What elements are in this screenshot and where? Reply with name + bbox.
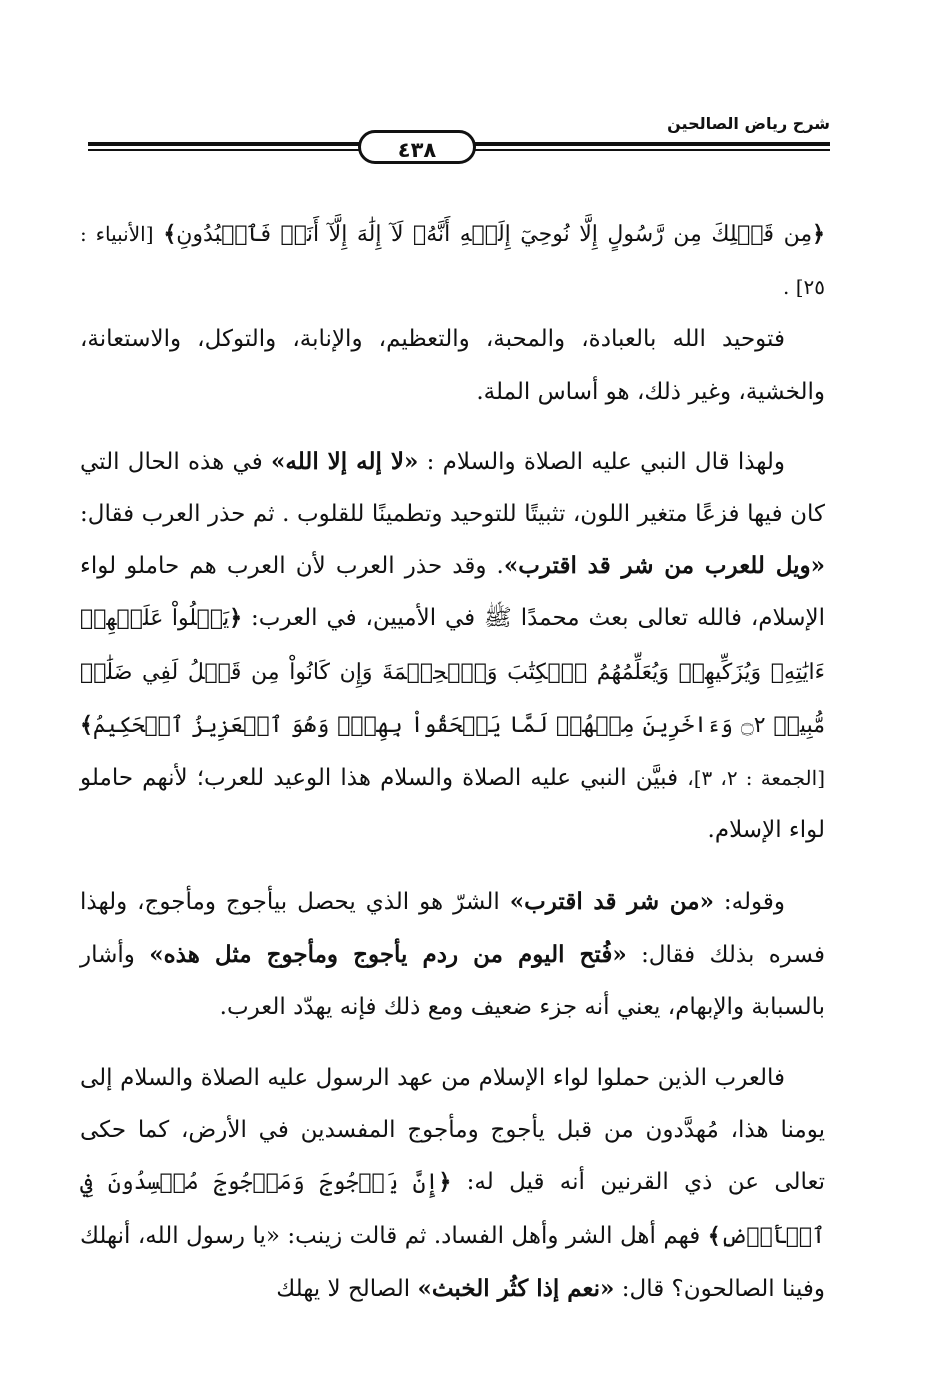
page-number: ٤٣٨ (358, 130, 476, 164)
paragraph-text: الشرّ هو الذي يحصل بيأجوج ومأجوج، ولهذا فسره بذلك فقال: (80, 889, 825, 968)
hadith-quote: «من شر قد اقترب» (509, 888, 714, 916)
paragraph-gog-magog (80, 876, 825, 1033)
paragraph-verse-continuation (80, 208, 825, 313)
paragraph-text: وأشار بالسبابة والإبهام، يعني أنه جزء ضعيف ومع ذلك فإنه يهدّد العرب. (80, 941, 825, 1020)
hadith-quote: «نعم إذا كثُر الخبث» (417, 1274, 615, 1302)
hadith-quote: «ويل للعرب من شر قد اقترب» (503, 552, 825, 580)
paragraph-text: ولهذا قال النبي عليه الصلاة والسلام : (426, 448, 786, 475)
paragraph-text: . وقد حذر العرب لأن العرب هم حاملو لواء الإسلام، فالله تعالى بعث محمدًا ﷺ في الأميين، في العرب: (80, 553, 826, 632)
hadith-quote: «لا إله إلا الله» (270, 447, 419, 475)
hadith-quote: «فُتح اليوم من ردم يأجوج ومأجوج مثل هذه» (149, 940, 627, 968)
verse-text: يَتۡلُواْ عَلَيۡهِمۡ ءَايَٰتِهِۦ وَيُزَكِّيهِمۡ وَيُعَلِّمُهُمُ ٱلۡكِتَٰبَ وَٱلۡحِكۡمَةَ وَإِن كَانُواْ مِن قَبۡلُ لَفِي ضَلَٰلٖ مُّبِينٖ ۝٢ وَءَاخَرِينَ مِنۡهُمۡ لَمَّا يَلۡحَقُواْ بِهِمۡۚ وَهُوَ ٱلۡعَزِيزُ ٱلۡحَكِيمُ (80, 606, 825, 738)
paragraph-tawhid (80, 313, 825, 417)
paragraph-text: في هذه الحال التي كان فيها فزعًا متغير اللون، تثبيتًا للتوحيد وتطمينًا للقلوب . ثم حذر العرب فقال: (80, 448, 825, 528)
quran-verse: ﴿يَتۡلُواْ عَلَيۡهِمۡ ءَايَٰتِهِۦ وَيُزَكِّيهِمۡ وَيُعَلِّمُهُمُ ٱلۡكِتَٰبَ وَٱلۡحِكۡمَةَ وَإِن كَانُواْ مِن قَبۡلُ لَفِي ضَلَٰلٖ مُّبِينٖ ۝٢ وَءَاخَرِينَ مِنۡهُمۡ لَمَّا يَلۡحَقُواْ بِهِمۡۚ وَهُوَ ٱلۡعَزِيزُ ٱلۡحَكِيمُ﴾ (80, 605, 825, 738)
paragraph-text: فبيَّن النبي عليه الصلاة والسلام هذا الوعيد للعرب؛ لأنهم حاملو لواء الإسلام. (80, 765, 825, 844)
paragraph-text: فتوحيد الله بالعبادة، والمحبة، والتعظيم، والإنابة، والتوكل، والاستعانة، والخشية، وغير ذلك، هو أساس الملة. (80, 326, 825, 405)
verse-reference: [الجمعة : ٢، ٣]، (687, 766, 825, 791)
paragraph-text: فهم أهل الشر وأهل الفساد. ثم قالت زينب: «يا رسول الله، أنهلك وفينا الصالحون؟ قال: (80, 1222, 825, 1302)
paragraph-arabs (80, 1052, 825, 1315)
running-title: شرح رياض الصالحين (667, 114, 830, 133)
paragraph-text: فالعرب الذين حملوا لواء الإسلام من عهد الرسول عليه الصلاة والسلام إلى يومنا هذا، مُهدَّدون من قبل يأجوج ومأجوج المفسدين في الأرض، كما حكى تعالى عن ذي القرنين أنه قيل له: (80, 1065, 825, 1196)
page-body (80, 208, 825, 1315)
paragraph-hadith-warning (80, 436, 825, 857)
verse-text: مِن قَبۡلِكَ مِن رَّسُولٍ إِلَّا نُوحِيٓ إِلَيۡهِ أَنَّهُۥ لَآ إِلَٰهَ إِلَّآ أَنَا۠ فَٱعۡبُدُونِ (176, 222, 813, 247)
quran-verse: ﴿مِن قَبۡلِكَ مِن رَّسُولٍ إِلَّا نُوحِيٓ إِلَيۡهِ أَنَّهُۥ لَآ إِلَٰهَ إِلَّآ أَنَا۠ فَٱعۡبُدُونِ﴾ (163, 221, 825, 247)
paragraph-text: وقوله: (723, 889, 785, 916)
paragraph-text: الصالح لا يهلك (276, 1275, 411, 1302)
verse-reference: [الأنبياء : ٢٥] . (80, 222, 825, 300)
page-header (88, 108, 830, 188)
verse-text: إِنَّ يَأۡجُوجَ وَمَأۡجُوجَ مُفۡسِدُونَ فِي ٱلۡأَرۡضِ (80, 1170, 825, 1249)
quran-verse: ﴿إِنَّ يَأۡجُوجَ وَمَأۡجُوجَ مُفۡسِدُونَ فِي ٱلۡأَرۡضِ﴾ (80, 1169, 825, 1249)
